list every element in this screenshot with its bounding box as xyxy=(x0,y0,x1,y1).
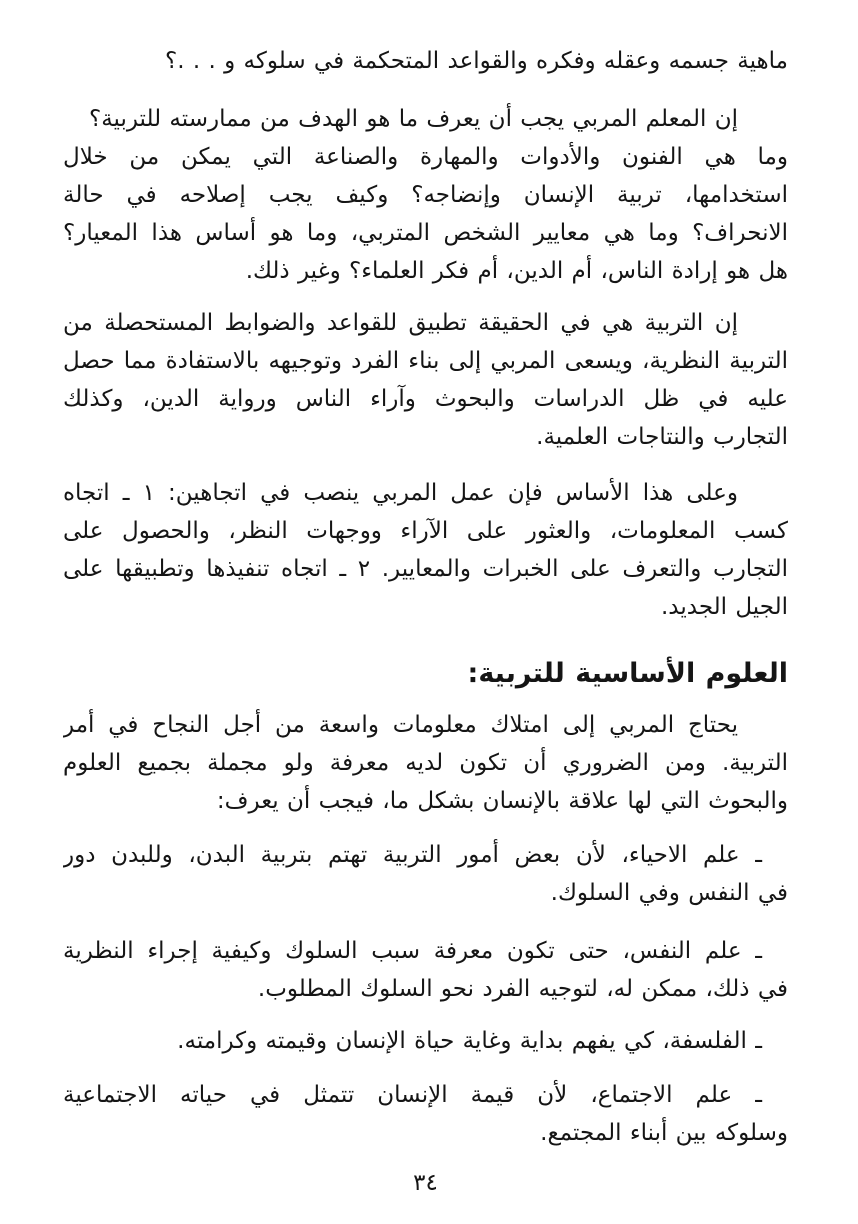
text-line: ـ علم الاحياء، لأن بعض أمور التربية تهتم بتربية البدن، وللبدن دور xyxy=(63,842,762,868)
text-line: هل هو إرادة الناس، أم الدين، أم فكر العلماء؟ وغير ذلك. xyxy=(245,258,788,284)
page-footer xyxy=(63,1168,788,1198)
text-line: الانحراف؟ وما هي معايير الشخص المتربي، وما هو أساس هذا المعيار؟ xyxy=(63,220,788,246)
list-item xyxy=(63,836,788,912)
text-line: يحتاج المربي إلى امتلاك معلومات واسعة من أجل النجاح في أمر xyxy=(63,712,738,738)
text-line: التجارب والتعرف على الخبرات والمعايير. ٢ ـ اتجاه تنفيذها وتطبيقها على xyxy=(63,556,788,582)
text-line: في ذلك، ممكن له، لتوجيه الفرد نحو السلوك المطلوب. xyxy=(257,976,788,1002)
text-line: استخدامها، تربية الإنسان وإنضاجه؟ وكيف يجب إصلاحه في حالة xyxy=(63,182,788,208)
list-item xyxy=(63,1022,788,1060)
text-line: وسلوكه بين أبناء المجتمع. xyxy=(540,1120,788,1146)
text-line: إن التربية هي في الحقيقة تطبيق للقواعد والضوابط المستحصلة من xyxy=(63,310,738,336)
text-line: ـ الفلسفة، كي يفهم بداية وغاية حياة الإنسان وقيمته وكرامته. xyxy=(177,1028,762,1054)
text-line: الجيل الجديد. xyxy=(660,594,788,620)
text-line: وما هي الفنون والأدوات والمهارة والصناعة التي يمكن من خلال xyxy=(63,144,788,170)
text-line: ماهية جسمه وعقله وفكره والقواعد المتحكمة في سلوكه و . . .؟ xyxy=(165,48,788,74)
text-line: التربية. ومن الضروري أن تكون لديه معرفة ولو مجملة بجميع العلوم xyxy=(63,750,788,776)
text-line: التجارب والنتاجات العلمية. xyxy=(536,424,788,450)
paragraph xyxy=(63,474,788,626)
text-line: إن المعلم المربي يجب أن يعرف ما هو الهدف من ممارسته للتربية؟ xyxy=(88,106,738,132)
text-line: وعلى هذا الأساس فإن عمل المربي ينصب في اتجاهين: ١ ـ اتجاه xyxy=(63,480,738,506)
paragraph xyxy=(63,304,788,456)
text-line: والبحوث التي لها علاقة بالإنسان بشكل ما، فيجب أن يعرف: xyxy=(216,788,788,814)
text-line: كسب المعلومات، والعثور على الآراء ووجهات النظر، والحصول على xyxy=(63,518,788,544)
text-line: في النفس وفي السلوك. xyxy=(550,880,788,906)
section-heading xyxy=(63,654,788,694)
paragraph xyxy=(63,706,788,820)
text-line: عليه في ظل الدراسات والبحوث وآراء الناس ورواية الدين، وكذلك xyxy=(63,386,788,412)
text-line: ـ علم النفس، حتى تكون معرفة سبب السلوك وكيفية إجراء النظرية xyxy=(63,938,762,964)
list-item xyxy=(63,932,788,1008)
page-number: ٣٤ xyxy=(413,1170,438,1196)
list-item xyxy=(63,1076,788,1152)
section-heading-text: العلوم الأساسية للتربية: xyxy=(467,658,788,689)
paragraph xyxy=(63,100,788,290)
text-line: ـ علم الاجتماع، لأن قيمة الإنسان تتمثل في حياته الاجتماعية xyxy=(63,1082,762,1108)
text-line: التربية النظرية، ويسعى المربي إلى بناء الفرد وتوجيهه بالاستفادة مما حصل xyxy=(63,348,788,374)
paragraph-continuation xyxy=(63,42,788,80)
